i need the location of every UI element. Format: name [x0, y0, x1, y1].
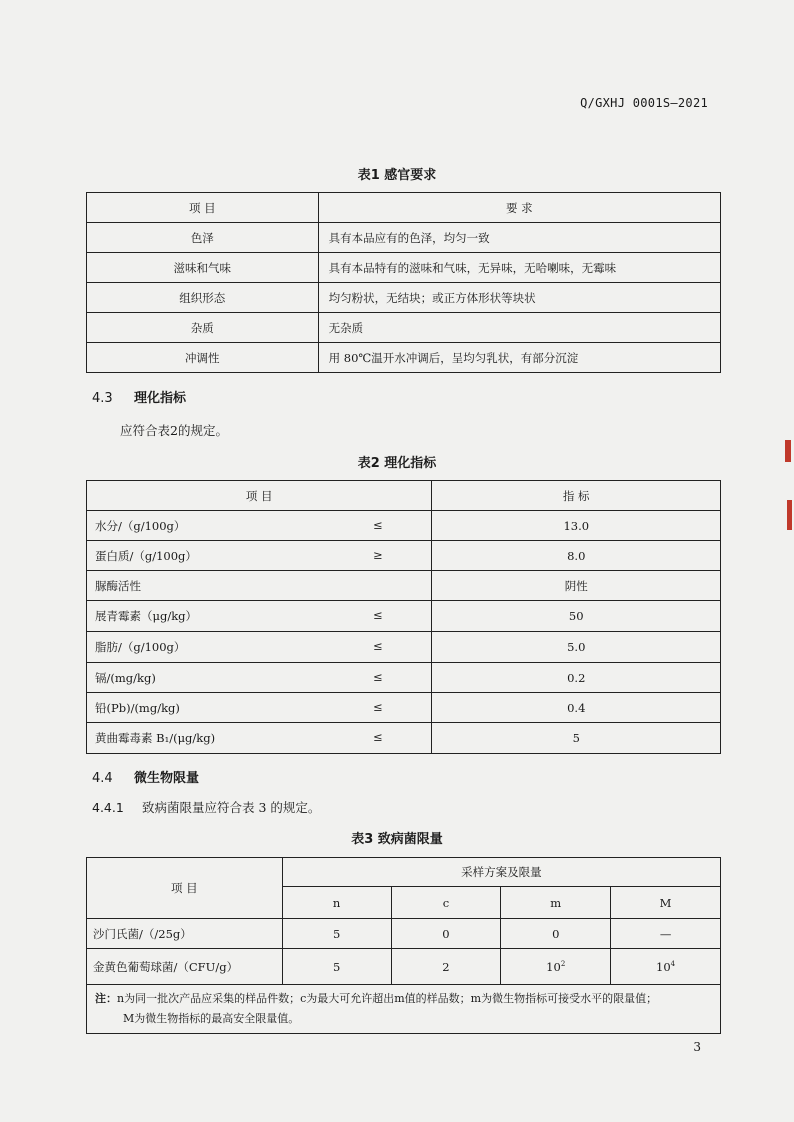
table2-item-label: 铅(Pb)/(mg/kg)	[95, 700, 180, 715]
note-text: n为同一批次产品应采集的样品件数；c为最大可允许超出m值的样品数；m为微生物指标可接受水平的限量值；	[117, 992, 658, 1005]
table2-comparator: ≤	[373, 730, 383, 744]
stamp-edge-mark	[785, 440, 791, 462]
table3-subheader-c: c	[391, 887, 501, 919]
table3-M-exp: 4	[670, 959, 676, 968]
table3-n: 5	[282, 919, 391, 949]
table1-header-req: 要 求	[318, 193, 720, 223]
table3-note	[87, 985, 721, 1034]
table3-header-item: 项 目	[87, 858, 283, 919]
table2-caption: 表2 理化指标	[357, 456, 437, 471]
section-title: 理化指标	[134, 391, 187, 406]
table2-header-item: 项 目	[87, 481, 432, 511]
table1-item: 杂质	[87, 313, 319, 343]
table3-m-exp: 2	[560, 959, 566, 968]
page-number: 3	[693, 1040, 701, 1054]
table3-M-base: 10	[656, 959, 671, 974]
table3-m: 0	[501, 919, 611, 949]
table3-subheader-n: n	[282, 887, 391, 919]
table3-note-line2: M为微生物指标的最高安全限量值。	[123, 1012, 300, 1025]
section-4-4-1	[92, 798, 320, 816]
table3-m	[501, 949, 611, 985]
section-number: 4.4.1	[92, 800, 124, 815]
table2-value: 50	[432, 601, 721, 632]
table2-item-label: 蛋白质/（g/100g）	[95, 548, 197, 563]
table2-value: 5	[432, 723, 721, 754]
table3-c: 2	[391, 949, 501, 985]
table1-item: 组织形态	[87, 283, 319, 313]
table1	[86, 192, 721, 373]
table2-item	[87, 723, 432, 754]
section-text: 致病菌限量应符合表 3 的规定。	[142, 800, 321, 815]
table2-comparator: ≤	[373, 699, 383, 714]
table2-item-label: 展青霉素（μg/kg）	[95, 609, 198, 623]
table3-M: —	[611, 919, 721, 949]
table1-header-item: 项 目	[87, 193, 319, 223]
table2-value: 13.0	[432, 511, 721, 541]
section-number: 4.4	[92, 771, 113, 786]
table3-item: 金黄色葡萄球菌/（CFU/g）	[87, 949, 283, 985]
table2-comparator: ≤	[373, 669, 383, 684]
note-label: 注：	[95, 992, 117, 1005]
section-title: 微生物限量	[134, 771, 200, 786]
table1-caption: 表1 感官要求	[357, 168, 437, 183]
table1-req: 用 80℃温开水冲调后，呈均匀乳状，有部分沉淀	[318, 343, 720, 373]
table1-item: 冲调性	[87, 343, 319, 373]
table2-comparator: ≤	[373, 639, 383, 653]
table1-item: 色泽	[87, 223, 319, 253]
table2-value: 0.2	[432, 663, 721, 693]
table2-comparator: ≥	[373, 547, 383, 562]
table1-req: 具有本品应有的色泽，均匀一致	[318, 223, 720, 253]
table2-item-label: 脲酶活性	[95, 578, 141, 593]
table2-item	[87, 693, 432, 723]
table2-comparator: ≤	[373, 517, 383, 532]
table2-item	[87, 541, 432, 571]
table1-item: 滋味和气味	[87, 253, 319, 283]
table3-header-group: 采样方案及限量	[282, 858, 720, 887]
table2-value: 0.4	[432, 693, 721, 723]
table3-n: 5	[282, 949, 391, 985]
section-number: 4.3	[92, 391, 113, 406]
stamp-edge-mark	[787, 500, 792, 530]
table2-item-label: 脂肪/（g/100g）	[95, 640, 186, 654]
table3-subheader-m: m	[501, 887, 611, 919]
section-4-3-heading	[92, 387, 186, 406]
table3-item: 沙门氏菌/（/25g）	[87, 919, 283, 949]
standard-code: Q/GXHJ 0001S—2021	[580, 96, 708, 110]
table2-value: 5.0	[432, 632, 721, 663]
table2-item	[87, 601, 432, 632]
table3-note-line1	[95, 989, 712, 1009]
table2-item-label: 镉/(mg/kg)	[95, 670, 156, 685]
table3-subheader-M: M	[611, 887, 721, 919]
table2-item-label: 水分/（g/100g）	[95, 518, 186, 533]
table1-req: 无杂质	[318, 313, 720, 343]
section-4-3-text: 应符合表2的规定。	[120, 423, 228, 438]
table2-comparator: ≤	[373, 608, 383, 622]
section-4-4-heading	[92, 767, 199, 786]
table2-item	[87, 663, 432, 693]
table2	[86, 480, 721, 754]
table2-value: 8.0	[432, 541, 721, 571]
table3	[86, 857, 721, 1034]
table2-header-value: 指 标	[432, 481, 721, 511]
table3-M	[611, 949, 721, 985]
table2-item	[87, 571, 432, 601]
table1-req: 具有本品特有的滋味和气味，无异味，无哈喇味，无霉味	[318, 253, 720, 283]
table2-item	[87, 632, 432, 663]
table2-value: 阴性	[432, 571, 721, 601]
table2-item-label: 黄曲霉毒素 B₁/(μg/kg)	[95, 731, 216, 745]
table3-caption: 表3 致病菌限量	[351, 832, 443, 847]
table3-m-base: 10	[546, 959, 561, 974]
table3-c: 0	[391, 919, 501, 949]
table2-item	[87, 511, 432, 541]
table1-req: 均匀粉状，无结块；或正方体形状等块状	[318, 283, 720, 313]
